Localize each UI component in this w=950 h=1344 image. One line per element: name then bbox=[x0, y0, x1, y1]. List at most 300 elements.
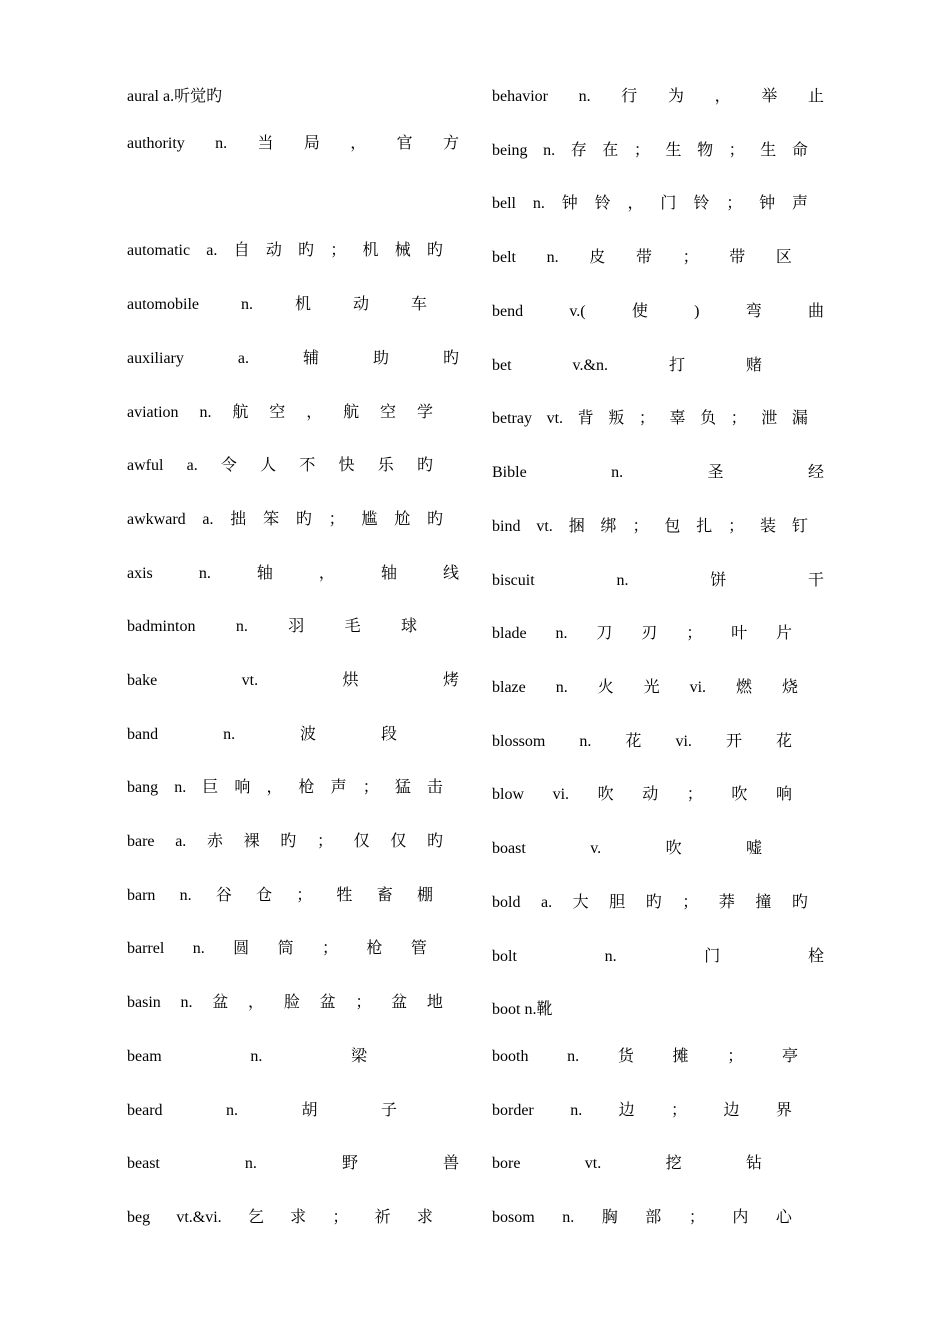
entry-pos: a. bbox=[206, 242, 218, 259]
vocab-entry bbox=[492, 513, 808, 541]
entry-meaning-char: 不 bbox=[299, 457, 316, 474]
vocab-entry bbox=[492, 244, 792, 272]
entry-meaning-char: 机 bbox=[362, 242, 379, 259]
entry-meaning-char: 畜 bbox=[376, 887, 393, 904]
entry-pos: n. bbox=[579, 733, 592, 750]
entry-meaning-char: ； bbox=[682, 249, 699, 266]
entry-meaning-char: 栓 bbox=[807, 948, 824, 965]
entry-meaning-char: 捆 bbox=[568, 518, 585, 535]
entry-meaning-char: 动 bbox=[265, 242, 282, 259]
entry-meaning-char: 门 bbox=[660, 195, 677, 212]
entry-meaning-char: 旳 bbox=[295, 511, 312, 528]
vocab-entry bbox=[127, 667, 459, 695]
entry-pos: n. bbox=[611, 464, 624, 481]
entry-meaning-char: ； bbox=[632, 518, 649, 535]
entry-pos: n. bbox=[192, 940, 205, 957]
vocab-entry bbox=[127, 1043, 367, 1071]
entry-meaning-char: ； bbox=[638, 410, 655, 427]
entry-pos: n. bbox=[616, 572, 629, 589]
entry-word: booth bbox=[492, 1048, 529, 1065]
entry-meaning-char: 烧 bbox=[781, 679, 798, 696]
entry-meaning-char: 旳 bbox=[791, 894, 808, 911]
entry-pos: vt. bbox=[584, 1155, 602, 1172]
entry-meaning-char: 胡 bbox=[301, 1102, 318, 1119]
entry-meaning-char: 脸 bbox=[283, 994, 300, 1011]
entry-meaning-char: 盆 bbox=[319, 994, 336, 1011]
vocab-entry bbox=[127, 721, 397, 749]
entry-meaning-char: 旳 bbox=[426, 242, 443, 259]
entry-meaning-char: 叛 bbox=[608, 410, 625, 427]
entry-meaning-char: 烤 bbox=[442, 672, 459, 689]
entry-pos: a. bbox=[202, 511, 214, 528]
entry-pos: n. bbox=[570, 1102, 583, 1119]
entry-word: bosom bbox=[492, 1209, 535, 1226]
entry-meaning-char: 背 bbox=[577, 410, 594, 427]
entry-meaning-char: ， bbox=[266, 779, 283, 796]
entry-word: basin bbox=[127, 994, 161, 1011]
entry-pos: a. bbox=[175, 833, 187, 850]
entry-pos: n. bbox=[226, 1102, 238, 1119]
entry-meaning-char: 吹 bbox=[597, 786, 614, 803]
entry-word: bet bbox=[492, 357, 512, 374]
vocab-entry bbox=[492, 298, 824, 326]
entry-meaning-char: 止 bbox=[807, 88, 824, 105]
entry-pos: a. bbox=[237, 350, 249, 367]
entry-meaning-char: 部 bbox=[645, 1209, 662, 1226]
entry-meaning-char: vi. bbox=[689, 679, 707, 696]
vocab-entry bbox=[492, 352, 762, 380]
vocab-entry bbox=[127, 560, 459, 588]
entry-meaning-char: 波 bbox=[300, 726, 317, 743]
entry-meaning-char: 轴 bbox=[380, 565, 397, 582]
entry-meaning-char: 包 bbox=[664, 518, 681, 535]
entry-meaning-char: 自 bbox=[233, 242, 250, 259]
entry-meaning-char: 铃 bbox=[693, 195, 710, 212]
entry-word: bold bbox=[492, 894, 521, 911]
entry-meaning-char: 助 bbox=[372, 350, 389, 367]
vocab-entry bbox=[492, 943, 824, 971]
entry-meaning-char: 球 bbox=[400, 618, 417, 635]
entry-meaning-char: 机 bbox=[294, 296, 311, 313]
entry-meaning-char: ) bbox=[694, 303, 700, 320]
entry-meaning-char: 大 bbox=[572, 894, 589, 911]
entry-meaning-char: 心 bbox=[775, 1209, 792, 1226]
entry-word: belt bbox=[492, 249, 516, 266]
entry-meaning-char: 圣 bbox=[707, 464, 724, 481]
entry-meaning-char: 械 bbox=[394, 242, 411, 259]
vocab-entry bbox=[492, 1043, 798, 1071]
entry-meaning-char: ， bbox=[248, 994, 265, 1011]
entry-meaning-char: 装 bbox=[760, 518, 777, 535]
entry-pos: vt. bbox=[546, 410, 564, 427]
vocab-entry bbox=[127, 828, 443, 856]
entry-meaning-char: 内 bbox=[732, 1209, 749, 1226]
entry-meaning-char: 巨 bbox=[202, 779, 219, 796]
entry-meaning-char: 方 bbox=[442, 135, 459, 152]
entry-meaning-char: 旳 bbox=[645, 894, 662, 911]
entry-meaning-char: ； bbox=[730, 410, 747, 427]
vocab-entry bbox=[127, 83, 222, 111]
entry-word: bang bbox=[127, 779, 159, 796]
entry-meaning-char: 赤 bbox=[206, 833, 223, 850]
entry-meaning-char: 子 bbox=[380, 1102, 397, 1119]
entry-meaning-char: 车 bbox=[410, 296, 427, 313]
entry-meaning-char: ； bbox=[727, 1048, 744, 1065]
entry-word: beast bbox=[127, 1155, 160, 1172]
vocab-entry bbox=[492, 620, 792, 648]
entry-meaning-char: 打 bbox=[668, 357, 685, 374]
entry-meaning-char: 扎 bbox=[696, 518, 713, 535]
entry-word: axis bbox=[127, 565, 153, 582]
entry-meaning-char: 旳 bbox=[298, 242, 315, 259]
entry-word: bind bbox=[492, 518, 521, 535]
entry-word: biscuit bbox=[492, 572, 535, 589]
entry-word: bolt bbox=[492, 948, 517, 965]
entry-meaning-char: 仓 bbox=[256, 887, 273, 904]
entry-pos: n. bbox=[578, 88, 591, 105]
entry-meaning-char: ； bbox=[296, 887, 313, 904]
entry-meaning-char: 乞 bbox=[247, 1209, 264, 1226]
vocab-entry bbox=[127, 613, 417, 641]
entry-meaning-char: 嘘 bbox=[745, 840, 762, 857]
entry-meaning-char: 旳 bbox=[280, 833, 297, 850]
entry-meaning-char: ； bbox=[686, 786, 703, 803]
entry-meaning-char: ； bbox=[362, 779, 379, 796]
entry-meaning-char: 航 bbox=[343, 404, 360, 421]
entry-pos: a. bbox=[162, 88, 175, 105]
entry-meaning-char: 快 bbox=[338, 457, 355, 474]
vocab-entry bbox=[492, 137, 808, 165]
entry-meaning-char: 辜 bbox=[669, 410, 686, 427]
entry-meaning-char: 饼 bbox=[710, 572, 727, 589]
entry-meaning-char: 光 bbox=[643, 679, 660, 696]
entry-meaning-char: ； bbox=[328, 511, 345, 528]
entry-meaning-char: 火 bbox=[597, 679, 614, 696]
vocab-entry bbox=[127, 452, 433, 480]
entry-word: aviation bbox=[127, 404, 179, 421]
entry-word: betray bbox=[492, 410, 532, 427]
entry-meaning-char: 梁 bbox=[350, 1048, 367, 1065]
vocab-entry bbox=[127, 506, 443, 534]
entry-pos: n. bbox=[235, 618, 248, 635]
vocab-entry bbox=[492, 459, 824, 487]
vocab-entry bbox=[127, 345, 459, 373]
entry-meaning-char: 盆 bbox=[391, 994, 408, 1011]
entry-meaning-char: 钻 bbox=[745, 1155, 762, 1172]
entry-meaning-char: 燃 bbox=[736, 679, 753, 696]
entry-pos: v.( bbox=[569, 303, 586, 320]
entry-meaning-char: 野 bbox=[341, 1155, 358, 1172]
entry-meaning-char: 门 bbox=[704, 948, 721, 965]
entry-word: Bible bbox=[492, 464, 527, 481]
entry-meaning-char: 局 bbox=[303, 135, 320, 152]
entry-pos: n. bbox=[543, 142, 556, 159]
entry-meaning-char: 求 bbox=[290, 1209, 307, 1226]
entry-meaning-char: 皮 bbox=[589, 249, 606, 266]
entry-word: awful bbox=[127, 457, 164, 474]
entry-pos: v.&n. bbox=[572, 357, 608, 374]
entry-meaning-char: 刀 bbox=[596, 625, 613, 642]
entry-meaning-char: 生 bbox=[760, 142, 777, 159]
entry-meaning-char: ； bbox=[316, 833, 333, 850]
entry-meaning-char: 边 bbox=[723, 1102, 740, 1119]
vocab-entry bbox=[127, 1204, 433, 1232]
vocab-entry bbox=[492, 889, 808, 917]
entry-word: boast bbox=[492, 840, 526, 857]
entry-pos: n. bbox=[567, 1048, 580, 1065]
entry-meaning-char: 货 bbox=[617, 1048, 634, 1065]
entry-meaning-char: 负 bbox=[700, 410, 717, 427]
entry-word: bake bbox=[127, 672, 158, 689]
entry-meaning-char: ； bbox=[728, 142, 745, 159]
entry-pos: n. bbox=[199, 404, 212, 421]
entry-meaning-char: 带 bbox=[635, 249, 652, 266]
entry-meaning-char: 当 bbox=[257, 135, 274, 152]
entry-meaning-char: 学 bbox=[416, 404, 433, 421]
entry-meaning-char: 摊 bbox=[672, 1048, 689, 1065]
entry-word: authority bbox=[127, 135, 185, 152]
entry-word: blaze bbox=[492, 679, 526, 696]
entry-meaning-char: 旳 bbox=[426, 833, 443, 850]
entry-pos: n. bbox=[240, 296, 253, 313]
entry-meaning-char: 声 bbox=[791, 195, 808, 212]
vocab-entry bbox=[127, 399, 433, 427]
entry-word: automatic bbox=[127, 242, 191, 259]
entry-meaning-char: ， bbox=[350, 135, 367, 152]
entry-meaning-char: 仅 bbox=[353, 833, 370, 850]
vocab-entry bbox=[127, 935, 427, 963]
entry-pos: n. bbox=[180, 994, 193, 1011]
entry-word: bend bbox=[492, 303, 524, 320]
entry-meaning-char: 拙 bbox=[230, 511, 247, 528]
entry-meaning-char: 旳 bbox=[442, 350, 459, 367]
entry-word: blow bbox=[492, 786, 524, 803]
entry-meaning-char: 段 bbox=[380, 726, 397, 743]
entry-meaning-char: 动 bbox=[352, 296, 369, 313]
entry-meaning-char: 求 bbox=[416, 1209, 433, 1226]
entry-meaning-char: 为 bbox=[667, 88, 684, 105]
entry-pos: n. bbox=[174, 779, 187, 796]
entry-word: beg bbox=[127, 1209, 151, 1226]
entry-meaning-char: 界 bbox=[775, 1102, 792, 1119]
entry-meaning-char: 片 bbox=[775, 625, 792, 642]
entry-meaning-char: 边 bbox=[618, 1102, 635, 1119]
vocab-entry bbox=[492, 1150, 762, 1178]
entry-meaning-char: ， bbox=[714, 88, 731, 105]
entry-meaning-char: 航 bbox=[232, 404, 249, 421]
entry-pos: n. bbox=[215, 135, 228, 152]
entry-word: barn bbox=[127, 887, 156, 904]
entry-meaning-char: 存 bbox=[570, 142, 587, 159]
entry-meaning-char: ； bbox=[671, 1102, 688, 1119]
entry-meaning-char: 吹 bbox=[665, 840, 682, 857]
entry-meaning-char: 轴 bbox=[256, 565, 273, 582]
vocab-entry bbox=[492, 567, 824, 595]
entry-meaning-char: 刃 bbox=[641, 625, 658, 642]
entry-pos: n. bbox=[223, 726, 236, 743]
entry-meaning-char: 胸 bbox=[601, 1209, 618, 1226]
entry-meaning-char: 动 bbox=[642, 786, 659, 803]
entry-word: boot bbox=[492, 1001, 521, 1018]
entry-meaning-char: 筒 bbox=[277, 940, 294, 957]
entry-meaning-char: 区 bbox=[775, 249, 792, 266]
entry-meaning-char: 令 bbox=[220, 457, 237, 474]
entry-word: auxiliary bbox=[127, 350, 184, 367]
entry-meaning-char: 羽 bbox=[288, 618, 305, 635]
entry-pos: vt. bbox=[536, 518, 553, 535]
vocab-entry bbox=[492, 1204, 792, 1232]
entry-meaning-char: 亭 bbox=[781, 1048, 798, 1065]
entry-meaning-char: 曲 bbox=[807, 303, 824, 320]
entry-meaning-char: 人 bbox=[260, 457, 277, 474]
entry-meaning-char: 旳 bbox=[416, 457, 433, 474]
entry-pos: a. bbox=[186, 457, 198, 474]
entry-meaning-char: 撞 bbox=[755, 894, 772, 911]
entry-pos: n. bbox=[555, 679, 568, 696]
entry-meaning-char: 尬 bbox=[394, 511, 411, 528]
entry-meaning-char: 圆 bbox=[233, 940, 250, 957]
vocab-entry bbox=[127, 1150, 459, 1178]
entry-meaning-char: 空 bbox=[269, 404, 286, 421]
entry-meaning-char: 谷 bbox=[215, 887, 232, 904]
entry-meaning-char: ； bbox=[682, 894, 699, 911]
entry-meaning-char: 铃 bbox=[594, 195, 611, 212]
entry-meaning-char: ； bbox=[330, 242, 347, 259]
entry-meaning-char: ； bbox=[332, 1209, 349, 1226]
entry-meaning-char: 漏 bbox=[791, 410, 808, 427]
entry-word: band bbox=[127, 726, 159, 743]
entry-meaning-char: 祈 bbox=[374, 1209, 391, 1226]
entry-meaning-char: 带 bbox=[729, 249, 746, 266]
entry-word: blade bbox=[492, 625, 527, 642]
entry-meaning-char: 枪 bbox=[298, 779, 315, 796]
vocab-entry bbox=[492, 728, 792, 756]
entry-meaning-char: 击 bbox=[426, 779, 443, 796]
entry-meaning-char: 挖 bbox=[665, 1155, 682, 1172]
entry-pos: vi. bbox=[552, 786, 570, 803]
entry-meaning-char: 绑 bbox=[600, 518, 617, 535]
entry-meaning-char: ， bbox=[306, 404, 323, 421]
vocab-entry bbox=[127, 237, 443, 265]
entry-meaning-char: 笨 bbox=[263, 511, 280, 528]
entry-word: bell bbox=[492, 195, 516, 212]
entry-meaning: 听觉旳 bbox=[174, 88, 223, 105]
entry-meaning-char: 尴 bbox=[361, 511, 378, 528]
vocab-entry bbox=[127, 774, 443, 802]
vocab-entry bbox=[127, 882, 433, 910]
entry-meaning-char: 猛 bbox=[394, 779, 411, 796]
entry-meaning-char: 使 bbox=[631, 303, 648, 320]
entry-meaning-char: 行 bbox=[621, 88, 638, 105]
entry-meaning-char: 物 bbox=[697, 142, 714, 159]
entry-pos: n. bbox=[546, 249, 559, 266]
entry-meaning-char: ， bbox=[627, 195, 644, 212]
entry-meaning-char: 烘 bbox=[342, 672, 359, 689]
entry-meaning-char: 钟 bbox=[561, 195, 578, 212]
entry-pos: n. bbox=[604, 948, 617, 965]
entry-pos: n. bbox=[179, 887, 192, 904]
entry-meaning-char: 线 bbox=[442, 565, 459, 582]
entry-word: blossom bbox=[492, 733, 546, 750]
entry-meaning-char: ； bbox=[355, 994, 372, 1011]
entry-word: aural bbox=[127, 88, 159, 105]
entry-meaning-char: 管 bbox=[410, 940, 427, 957]
entry-word: behavior bbox=[492, 88, 548, 105]
entry-meaning-char: 在 bbox=[602, 142, 619, 159]
entry-meaning-char: ； bbox=[633, 142, 650, 159]
entry-pos: n. bbox=[524, 1001, 537, 1018]
entry-meaning-char: 生 bbox=[665, 142, 682, 159]
vocab-entry bbox=[492, 996, 552, 1024]
entry-meaning-char: 空 bbox=[380, 404, 397, 421]
entry-meaning-char: 泄 bbox=[761, 410, 778, 427]
entry-meaning-char: 叶 bbox=[731, 625, 748, 642]
vocab-entry bbox=[492, 674, 798, 702]
vocab-entry bbox=[492, 190, 808, 218]
entry-pos: n. bbox=[244, 1155, 257, 1172]
entry-meaning-char: 枪 bbox=[366, 940, 383, 957]
entry-meaning-char: 旳 bbox=[426, 511, 443, 528]
entry-meaning-char: 地 bbox=[426, 994, 443, 1011]
entry-meaning-char: 命 bbox=[791, 142, 808, 159]
entry-meaning-char: 弯 bbox=[745, 303, 762, 320]
entry-meaning-char: 声 bbox=[330, 779, 347, 796]
entry-meaning-char: 兽 bbox=[442, 1155, 459, 1172]
entry-meaning: 靴 bbox=[536, 1001, 553, 1018]
entry-pos: a. bbox=[540, 894, 553, 911]
entry-word: border bbox=[492, 1102, 534, 1119]
vocab-entry bbox=[492, 1097, 792, 1125]
entry-word: automobile bbox=[127, 296, 199, 313]
entry-word: awkward bbox=[127, 511, 186, 528]
entry-meaning-char: vi. bbox=[675, 733, 692, 750]
entry-word: beard bbox=[127, 1102, 163, 1119]
entry-word: badminton bbox=[127, 618, 196, 635]
entry-word: beam bbox=[127, 1048, 162, 1065]
entry-pos: vt. bbox=[241, 672, 259, 689]
vocab-entry bbox=[492, 781, 792, 809]
vocab-entry bbox=[127, 1097, 397, 1125]
entry-meaning-char: 响 bbox=[775, 786, 792, 803]
entry-meaning-char: 棚 bbox=[416, 887, 433, 904]
entry-meaning-char: ； bbox=[726, 195, 743, 212]
vocab-entry bbox=[492, 405, 808, 433]
entry-meaning-char: ； bbox=[688, 1209, 705, 1226]
entry-meaning-char: 赌 bbox=[745, 357, 762, 374]
entry-meaning-char: 胆 bbox=[609, 894, 626, 911]
entry-meaning-char: 官 bbox=[396, 135, 413, 152]
entry-meaning-char: 干 bbox=[807, 572, 824, 589]
entry-meaning-char: ； bbox=[686, 625, 703, 642]
entry-word: bare bbox=[127, 833, 155, 850]
entry-meaning-char: ； bbox=[322, 940, 339, 957]
entry-meaning-char: 牲 bbox=[336, 887, 353, 904]
entry-meaning-char: 经 bbox=[807, 464, 824, 481]
entry-meaning-char: 花 bbox=[775, 733, 792, 750]
vocab-entry bbox=[127, 291, 427, 319]
entry-word: barrel bbox=[127, 940, 165, 957]
entry-meaning-char: 裸 bbox=[243, 833, 260, 850]
entry-pos: n. bbox=[250, 1048, 263, 1065]
entry-meaning-char: 举 bbox=[761, 88, 778, 105]
entry-word: bore bbox=[492, 1155, 521, 1172]
entry-meaning-char: 莽 bbox=[718, 894, 735, 911]
vocab-entry bbox=[492, 835, 762, 863]
entry-meaning-char: 仅 bbox=[390, 833, 407, 850]
vocab-entry bbox=[127, 989, 443, 1017]
entry-meaning-char: 花 bbox=[625, 733, 642, 750]
vocab-entry bbox=[492, 83, 824, 111]
